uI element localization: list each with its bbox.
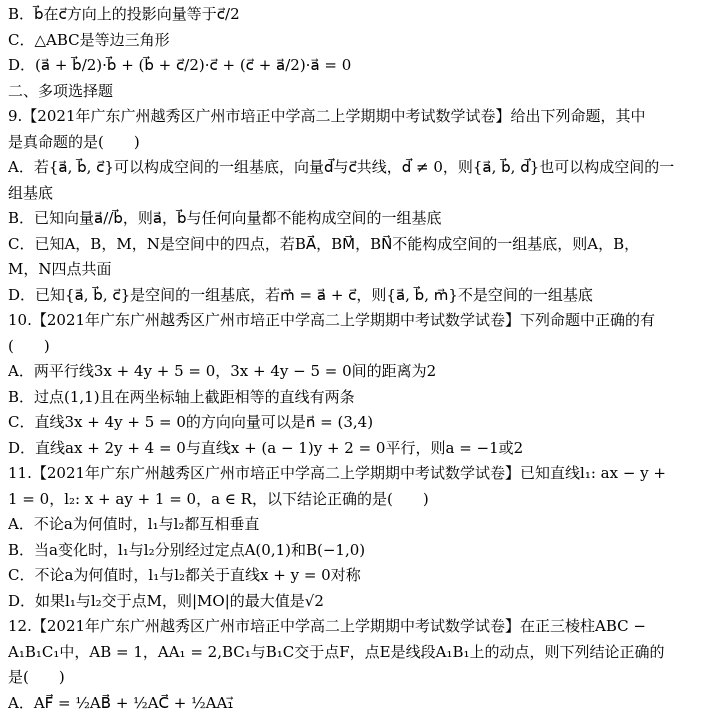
- question-11-option-b: B．当a变化时，l₁与l₂分别经过定点A(0,1)和B(−1,0): [8, 538, 693, 564]
- option-b-projection: B．b⃗在c⃗方向上的投影向量等于c⃗/2: [8, 2, 693, 28]
- section-heading: 二、多项选择题: [8, 79, 693, 105]
- question-10-stem: 10.【2021年广东广州越秀区广州市培正中学高二上学期期中考试数学试卷】下列命题中正确的有: [8, 308, 693, 334]
- question-9-option-a-cont: 组基底: [8, 181, 693, 207]
- question-9-option-d: D．已知{a⃗, b⃗, c⃗}是空间的一组基底，若m⃗ = a⃗ + c⃗，则{a⃗, b⃗, m⃗}不是空间的一组基底: [8, 283, 693, 309]
- question-12-option-a: A．AF⃗ = ½AB⃗ + ½AC⃗ + ½AA₁⃗: [8, 691, 693, 716]
- question-9-option-c-cont: M，N四点共面: [8, 257, 693, 283]
- question-11-option-d: D．如果l₁与l₂交于点M，则|MO|的最大值是√2: [8, 589, 693, 615]
- question-9-option-b: B．已知向量a⃗//b⃗，则a⃗，b⃗与任何向量都不能构成空间的一组基底: [8, 206, 693, 232]
- question-10-option-c: C．直线3x + 4y + 5 = 0的方向向量可以是n⃗ = (3,4): [8, 410, 693, 436]
- question-9-option-c: C．已知A，B，M，N是空间中的四点，若BA⃗，BM⃗，BN⃗不能构成空间的一组基底，则A，B，: [8, 232, 693, 258]
- question-11-option-a: A．不论a为何值时，l₁与l₂都互相垂直: [8, 512, 693, 538]
- option-c-equilateral: C．△ABC是等边三角形: [8, 28, 693, 54]
- question-10-option-a: A．两平行线3x + 4y + 5 = 0，3x + 4y − 5 = 0间的距离为2: [8, 359, 693, 385]
- question-11-stem: 11.【2021年广东广州越秀区广州市培正中学高二上学期期中考试数学试卷】已知直线l₁: ax − y +: [8, 461, 693, 487]
- option-d-dot-product: D．(a⃗ + b⃗/2)·b⃗ + (b⃗ + c⃗/2)·c⃗ + (c⃗ + a⃗/2)·a⃗ = 0: [8, 53, 693, 79]
- question-11-stem-cont: 1 = 0，l₂: x + ay + 1 = 0，a ∈ R，以下结论正确的是( ): [8, 487, 693, 513]
- question-12-stem-cont: A₁B₁C₁中，AB = 1，AA₁ = 2,BC₁与B₁C交于点F，点E是线段A₁B₁上的动点，则下列结论正确的: [8, 640, 693, 666]
- question-9-stem: 9.【2021年广东广州越秀区广州市培正中学高二上学期期中考试数学试卷】给出下列命题，其中: [8, 104, 693, 130]
- question-12-stem-end: 是( ): [8, 665, 693, 691]
- question-10-stem-cont: ( ): [8, 334, 693, 360]
- question-11-option-c: C．不论a为何值时，l₁与l₂都关于直线x + y = 0对称: [8, 563, 693, 589]
- question-9-option-a: A．若{a⃗, b⃗, c⃗}可以构成空间的一组基底，向量d⃗与c⃗共线，d⃗ ≠ 0，则{a⃗, b⃗, d⃗}也可以构成空间的一: [8, 155, 693, 181]
- question-10-option-d: D．直线ax + 2y + 4 = 0与直线x + (a − 1)y + 2 = 0平行，则a = −1或2: [8, 436, 693, 462]
- question-12-stem: 12.【2021年广东广州越秀区广州市培正中学高二上学期期中考试数学试卷】在正三棱柱ABC −: [8, 614, 693, 640]
- question-9-stem-cont: 是真命题的是( ): [8, 130, 693, 156]
- question-10-option-b: B．过点(1,1)且在两坐标轴上截距相等的直线有两条: [8, 385, 693, 411]
